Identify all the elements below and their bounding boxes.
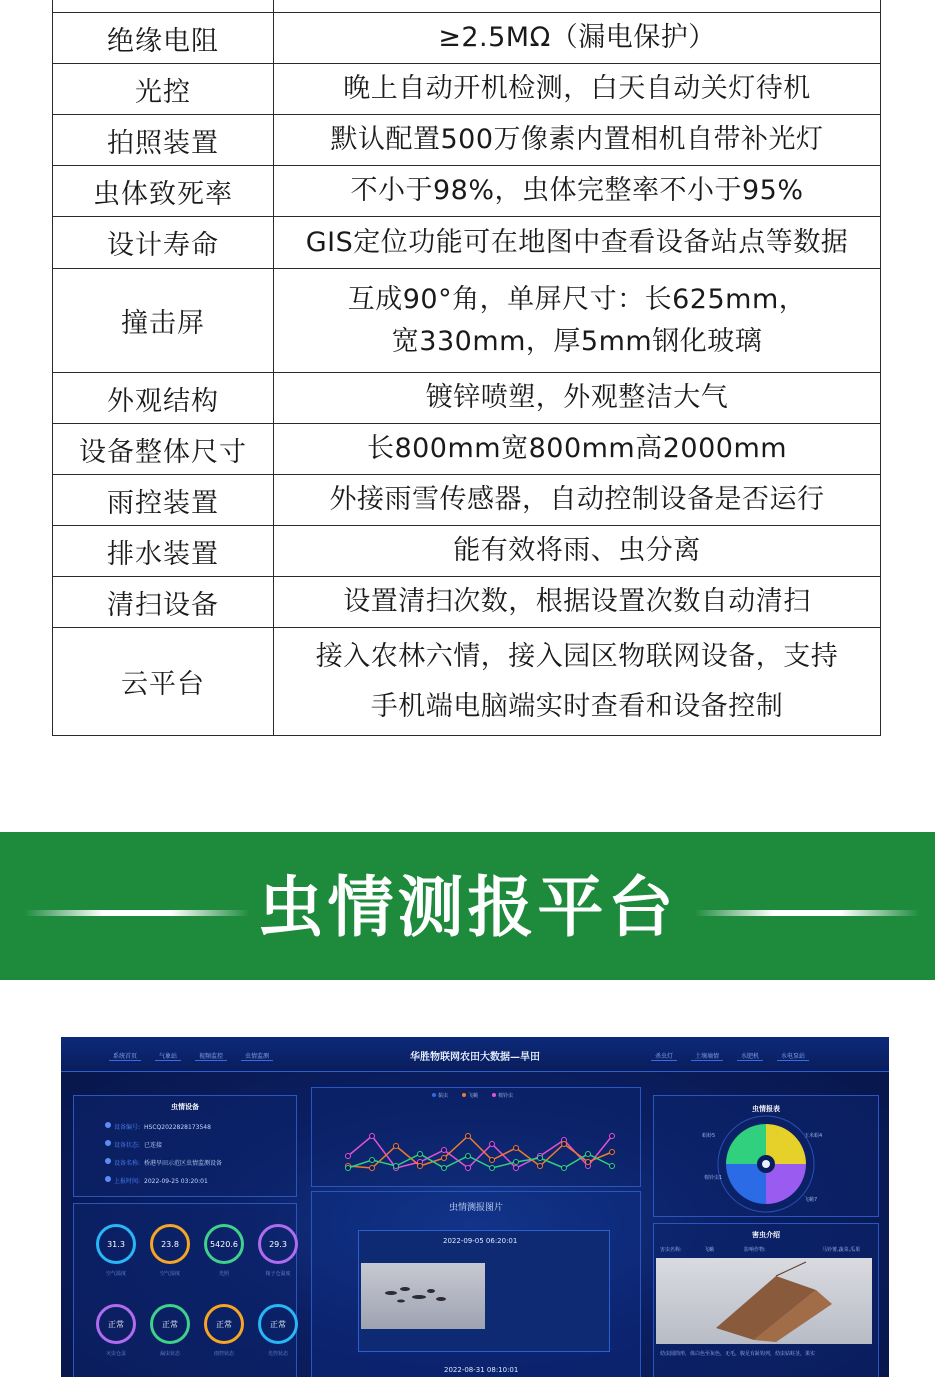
spec-row	[53, 217, 881, 269]
nav-tab[interactable]: 水电泵站	[777, 1051, 809, 1061]
pest-field: 马铃薯,蔬菜,瓜果	[822, 1247, 861, 1253]
device-info-value: 2022-09-25 03:20:01	[144, 1178, 208, 1185]
spec-row	[53, 115, 881, 166]
pest-report-pie	[654, 1106, 878, 1216]
trend-point	[610, 1164, 615, 1169]
spec-value-line: 手机端电脑端实时查看和设备控制	[370, 690, 784, 722]
info-icon	[105, 1122, 111, 1128]
metric-label: 箱子仓温度	[265, 1271, 291, 1277]
spec-key: 绝缘电阻	[53, 13, 274, 64]
spec-key: 设备整体尺寸	[53, 424, 274, 475]
nav-tab[interactable]: 水肥机	[737, 1051, 763, 1061]
spec-value-line: 接入农林六情，接入园区物联网设备，支持	[315, 640, 839, 672]
trend-point	[610, 1150, 615, 1155]
spec-row	[53, 628, 881, 736]
trend-point	[442, 1156, 447, 1161]
trend-point	[346, 1154, 351, 1159]
trend-point	[490, 1158, 495, 1163]
pie-label: 棉铃虫1	[704, 1175, 723, 1181]
trend-point	[514, 1146, 519, 1151]
info-icon	[105, 1176, 111, 1182]
spec-key: 设计寿命	[53, 217, 274, 269]
metric-circle: 正常	[150, 1304, 190, 1344]
metric-label: 灭虫仓盖	[105, 1351, 126, 1357]
nav-tab[interactable]: 土壤墒情	[691, 1051, 723, 1061]
trend-point	[490, 1142, 495, 1147]
metric-label: 空气湿度	[159, 1271, 180, 1277]
trend-point	[418, 1164, 423, 1169]
device-info-label: 设备编号:	[114, 1124, 141, 1131]
trend-point	[586, 1152, 591, 1157]
pest-field: 飞蛾	[704, 1247, 715, 1253]
metric-circle: 正常	[96, 1304, 136, 1344]
nav-tab[interactable]: 虫情监测	[241, 1051, 273, 1061]
trend-point	[586, 1160, 591, 1165]
trend-point	[538, 1164, 543, 1169]
legend-label: 黏虫	[438, 1093, 449, 1099]
report-panel-title: 虫情报表	[752, 1105, 780, 1113]
pest-intro-panel	[653, 1223, 879, 1377]
spec-value: 能有效将雨、虫分离	[274, 526, 881, 577]
nav-tab[interactable]: 杀虫灯	[651, 1051, 677, 1061]
spec-value	[274, 628, 881, 736]
insects-sample-icon	[361, 1263, 485, 1329]
pie-label: 螟蛉5	[702, 1133, 716, 1139]
nav-right	[651, 1051, 809, 1061]
spec-value: 晚上自动开机检测，白天自动关灯待机	[274, 64, 881, 115]
banner-line-right	[694, 910, 920, 916]
trend-point	[610, 1134, 615, 1139]
spec-key: 雨控装置	[53, 475, 274, 526]
photo-1-image	[361, 1263, 485, 1329]
pest-field: 影响作物:	[744, 1247, 766, 1253]
trend-point	[514, 1160, 519, 1165]
spec-value-line: 互成90°角，单屏尺寸：长625mm，	[347, 283, 807, 315]
spec-row	[53, 424, 881, 475]
metrics-panel	[73, 1203, 297, 1377]
metric-circle: 31.3	[96, 1224, 136, 1264]
spec-key: 排水装置	[53, 526, 274, 577]
spec-key: 云平台	[53, 628, 274, 736]
spec-key: 光控	[53, 64, 274, 115]
banner-title: 虫情测报平台	[257, 869, 678, 946]
metric-label: 雨控状态	[213, 1351, 234, 1357]
device-info-row	[114, 1158, 222, 1167]
trend-point	[466, 1134, 471, 1139]
device-info-value: 桥港旱田示范区虫情监测设备	[144, 1160, 223, 1167]
spec-row	[53, 13, 881, 64]
spec-value: 镀锌喷塑，外观整洁大气	[274, 373, 881, 424]
legend-label: 棉铃虫	[498, 1093, 514, 1099]
spec-key: 拍照装置	[53, 115, 274, 166]
dashboard-topbar	[61, 1037, 889, 1072]
info-icon	[105, 1158, 111, 1164]
metric-label: 光照	[218, 1271, 229, 1277]
spec-value	[274, 0, 881, 13]
spec-key: 外观结构	[53, 373, 274, 424]
pest-image	[656, 1258, 872, 1344]
spec-row	[53, 475, 881, 526]
spec-value: 长800mm宽800mm高2000mm	[274, 424, 881, 475]
trend-point	[370, 1134, 375, 1139]
moth-icon	[656, 1258, 872, 1344]
device-info-value: 已连接	[144, 1142, 163, 1149]
pest-trend-chart	[312, 1088, 640, 1186]
spec-value: ≥2.5MΩ（漏电保护）	[274, 13, 881, 64]
pest-description: 幼虫圆筒形，体白色至灰色，无毛，腹足有趾钩列，幼虫钻蛀茎，果实	[660, 1351, 816, 1357]
nav-tab[interactable]: 系统首页	[109, 1051, 141, 1061]
legend-label: 飞蛾	[468, 1093, 479, 1099]
spec-row	[53, 0, 881, 13]
device-info-label: 上报时间:	[114, 1178, 141, 1185]
device-info-row	[114, 1140, 162, 1149]
trend-point	[490, 1166, 495, 1171]
trend-point	[442, 1148, 447, 1153]
pie-label: 玉米螟4	[804, 1133, 823, 1139]
spec-row	[53, 64, 881, 115]
spec-value: 外接雨雪传感器，自动控制设备是否运行	[274, 475, 881, 526]
device-info-row	[114, 1122, 211, 1131]
trend-point	[562, 1142, 567, 1147]
info-icon	[105, 1140, 111, 1146]
photo-2-time: 2022-08-31 08:10:01	[444, 1366, 519, 1374]
metric-circle: 正常	[204, 1304, 244, 1344]
spec-key: 撞击屏	[53, 269, 274, 373]
device-panel	[73, 1095, 297, 1197]
spec-value: 设置清扫次数，根据设置次数自动清扫	[274, 577, 881, 628]
spec-value-line: 宽330mm，厚5mm钢化玻璃	[391, 325, 763, 357]
spec-key	[53, 0, 274, 13]
photos-panel-title: 虫情测报图片	[448, 1203, 503, 1213]
nav-tab[interactable]: 视频监控	[195, 1051, 227, 1061]
pest-photo-1[interactable]	[358, 1230, 610, 1352]
metric-circle: 29.3	[258, 1224, 298, 1264]
report-panel	[653, 1095, 879, 1217]
trend-point	[514, 1166, 519, 1171]
metric-circle: 5420.6	[204, 1224, 244, 1264]
spec-row	[53, 269, 881, 373]
spec-value: 默认配置500万像素内置相机自带补光灯	[274, 115, 881, 166]
metric-label: 空气温度	[105, 1271, 126, 1277]
trend-point	[346, 1166, 351, 1171]
trend-point	[538, 1156, 543, 1161]
pest-field: 害虫名称:	[660, 1247, 682, 1253]
section-banner	[0, 832, 935, 980]
metric-circle: 正常	[258, 1304, 298, 1344]
device-info-value: HSCQ2022828173548	[144, 1124, 211, 1131]
trend-point	[418, 1152, 423, 1157]
pest-intro-title: 害虫介绍	[752, 1231, 780, 1239]
trend-point	[466, 1154, 471, 1159]
pie-label: 飞蛾7	[804, 1197, 818, 1203]
spec-value: 不小于98%，虫体完整率不小于95%	[274, 166, 881, 217]
device-panel-title: 虫情设备	[171, 1103, 199, 1111]
dashboard-title: 华胜物联网农田大数据—旱田	[410, 1052, 540, 1063]
nav-tab[interactable]: 气象站	[155, 1051, 181, 1061]
spec-key: 虫体致死率	[53, 166, 274, 217]
trend-point	[394, 1164, 399, 1169]
trend-point	[394, 1144, 399, 1149]
spec-row	[53, 373, 881, 424]
spec-key: 清扫设备	[53, 577, 274, 628]
spec-row	[53, 166, 881, 217]
device-info-label: 设备状态:	[114, 1142, 141, 1149]
platform-dashboard-screenshot	[61, 1037, 889, 1377]
device-info-label: 设备名称:	[114, 1160, 141, 1167]
trend-point	[562, 1166, 567, 1171]
metric-label: 漏虫状态	[159, 1351, 180, 1357]
spec-table	[52, 0, 881, 736]
metric-label: 光控状态	[267, 1351, 288, 1357]
trend-point	[442, 1166, 447, 1171]
device-info-row	[114, 1176, 208, 1185]
spec-row	[53, 577, 881, 628]
spec-value	[274, 269, 881, 373]
trend-point	[466, 1166, 471, 1171]
metric-circle: 23.8	[150, 1224, 190, 1264]
pest-trend-chart-panel	[311, 1087, 641, 1187]
trend-point	[370, 1166, 375, 1171]
photos-panel	[311, 1191, 641, 1377]
spec-value: GIS定位功能可在地图中查看设备站点等数据	[274, 217, 881, 269]
trend-point	[370, 1158, 375, 1163]
photo-1-time: 2022-09-05 06:20:01	[443, 1237, 518, 1245]
spec-row	[53, 526, 881, 577]
